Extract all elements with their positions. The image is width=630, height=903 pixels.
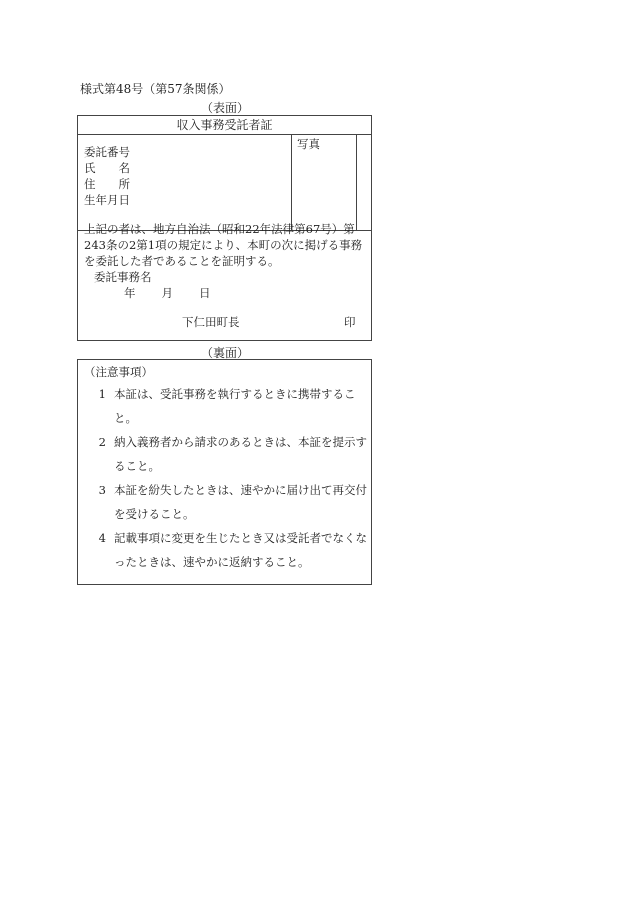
note-item — [84, 382, 367, 430]
note-text: 本証を紛失したときは、速やかに届け出て再交付を受けること。 — [114, 483, 367, 521]
note-item — [84, 526, 367, 574]
holder-fields — [84, 144, 130, 208]
note-number: 2 — [98, 435, 106, 449]
date-month: 月 — [161, 286, 173, 300]
field-commission-number: 委託番号 — [84, 145, 130, 159]
date-day: 日 — [199, 286, 211, 300]
form-number: 様式第48号（第57条関係） — [80, 82, 231, 96]
certification-body — [84, 221, 369, 301]
notes-list — [84, 382, 367, 574]
field-name: 氏 名 — [84, 161, 130, 175]
note-number: 3 — [98, 483, 106, 497]
note-text: 納入義務者から請求のあるときは、本証を提示すること。 — [114, 435, 367, 473]
photo-box — [291, 134, 357, 230]
certificate-back — [77, 359, 372, 585]
date-row — [84, 285, 369, 301]
front-side-label: （表面） — [200, 101, 249, 115]
note-number: 1 — [98, 387, 106, 401]
notes-title: （注意事項） — [84, 365, 153, 379]
certificate-front — [77, 115, 372, 341]
photo-label: 写真 — [297, 137, 320, 151]
entrusted-work-label: 委託事務名 — [94, 270, 152, 284]
note-text: 本証は、受託事務を執行するときに携帯すること。 — [114, 387, 356, 425]
date-year: 年 — [124, 286, 136, 300]
back-side-label: （裏面） — [200, 346, 249, 360]
certificate-title: 収入事務受託者証 — [78, 116, 371, 135]
field-address: 住 所 — [84, 177, 130, 191]
seal-mark: 印 — [344, 315, 356, 329]
certification-text: 上記の者は、地方自治法（昭和22年法律第67号）第243条の2第1項の規定により、本町の次に掲げる事務を委託した者であることを証明する。 — [84, 222, 363, 268]
field-birthdate: 生年月日 — [84, 193, 130, 207]
holder-info-section — [78, 134, 371, 231]
note-text: 記載事項に変更を生じたとき又は受託者でなくなったときは、速やかに返納すること。 — [114, 531, 367, 569]
note-number: 4 — [98, 531, 106, 545]
note-item — [84, 430, 367, 478]
note-item — [84, 478, 367, 526]
signer: 下仁田町長 — [182, 315, 240, 329]
